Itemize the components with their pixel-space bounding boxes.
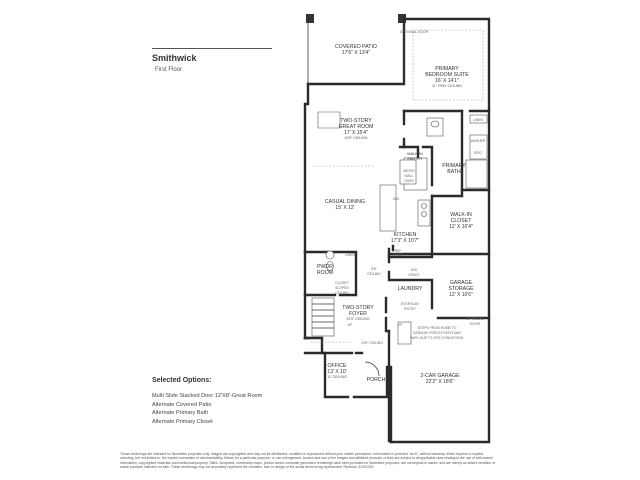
room-dims-primary-bedroom-suite: 16' X 14'1" (435, 78, 459, 84)
label-optional-door: OPTIONAL DOOR (399, 30, 429, 34)
label-steps-note-1: STEPS FROM HOME TO (417, 326, 457, 330)
label-ref-space: SPACE (392, 253, 404, 257)
label-ref: REF (394, 249, 402, 253)
room-ceiling-great-room: 19'5" CEILING (344, 136, 368, 140)
entry-door-swing (365, 362, 379, 376)
room-name-covered-patio: COVERED PATIO (335, 44, 377, 50)
fireplace (318, 112, 340, 128)
label-optional: OPTIONAL (466, 317, 484, 321)
label-up-garage: UP (397, 323, 403, 327)
kitchen-island (380, 185, 396, 231)
room-name-great-room-2: GREAT ROOM (338, 124, 374, 130)
room-dims-great-room: 17' X 15'4" (344, 130, 368, 136)
room-name-casual-dining: CASUAL DINING (324, 199, 366, 205)
room-name-porch: PORCH (366, 377, 386, 383)
patio-post (306, 14, 314, 23)
label-wd: W/D (410, 268, 418, 272)
room-name-great-room: TWO-STORY (340, 118, 372, 124)
label-steps-note-2: GARAGE/ PORCH/ PATIO MAY (412, 331, 462, 335)
room-name-walk-in-pantry-2: PANTRY (407, 157, 423, 161)
option-item: Alternate Primary Bath (152, 410, 209, 417)
room-name-primary-bedroom-suite-2: BEDROOM SUITE (425, 72, 469, 78)
label-ceiling-96-word: CEILING (367, 272, 381, 276)
label-seat: SEAT (473, 151, 483, 155)
selected-options-heading: Selected Options: (152, 377, 212, 384)
room-dims-garage-storage: 12' X 10'6" (449, 292, 473, 298)
room-name-primary-bath-2: BATH (447, 169, 461, 175)
label-sloped: SLOPED (335, 286, 349, 290)
room-name-pwdr-room: PWDR (317, 264, 333, 270)
room-dims-two-car-garage: 22'2" X 18'6" (425, 379, 455, 385)
room-dims-casual-dining: 15' X 12' (335, 205, 355, 211)
tub (466, 160, 487, 188)
room-name-pwdr-room-2: ROOM (316, 270, 334, 276)
burner (422, 204, 427, 209)
label-closet: CLOSET (335, 281, 349, 285)
room-ceiling-primary-bedroom-suite: 11' TRAY CEILING (432, 84, 462, 88)
room-name-primary-bath: PRIMARY (442, 163, 466, 169)
plan-subtitle: First Floor (155, 67, 182, 73)
tray-ceiling-outline (413, 30, 483, 100)
label-wall: WALL (404, 174, 414, 178)
room-name-laundry: LAUNDRY (397, 286, 423, 292)
room-name-kitchen: KITCHEN (393, 232, 417, 238)
room-name-walk-in-closet-2: CLOSET (450, 218, 472, 224)
pwdr-sink (326, 251, 334, 259)
label-up-foyer: UP (347, 323, 353, 327)
label-ceiling-195: 19'5" CEILING (360, 341, 384, 345)
label-sloped-ceiling: CEILING (335, 291, 349, 295)
room-ceiling-office: 11' CEILING (327, 375, 347, 379)
room-dims-office: 13' X 10' (327, 369, 347, 375)
room-ceiling-foyer: 20'5" CEILING (346, 317, 370, 321)
interior-walls (305, 111, 489, 441)
option-item: Alternate Covered Patio (152, 401, 212, 408)
label-washer: WASHER (470, 139, 486, 143)
label-dw: DW (393, 197, 399, 201)
room-dims-covered-patio: 17'6" X 13'4" (341, 50, 371, 56)
label-steps-note-3: VARY DUE TO SITE CONDITIONS. (409, 336, 465, 340)
room-dims-kitchen: 17'3" X 10'7" (390, 238, 420, 244)
room-name-walk-in-pantry: WALK-IN (407, 152, 423, 156)
label-oven: OVEN (404, 179, 414, 183)
label-linen: LINEN (473, 118, 483, 122)
room-name-walk-in-closet: WALK-IN (450, 212, 472, 218)
room-dims-walk-in-closet: 12' X 10'4" (449, 224, 473, 230)
room-name-primary-bedroom-suite: PRIMARY (435, 66, 459, 72)
room-name-garage-storage-2: STORAGE (448, 286, 474, 292)
disclaimer-text: These renderings are intended for illustrative purposes only. Images are copyrighted and may not be distributed, modified or reproduced without prior written permission. Information is provided "as is", without warranty, either express or implied, including, but not limited to, the implied warranties of merchantability, fitness for a particular purpose, or non-infringement. Access and use of the images and affiliated products or links are subject to all applicable laws relating to the use of web-based information, copyrighted materials and intellectual property. Stiles, floorplans, community maps, photos and/or computer generated renderings have been provided for illustrative purposes, are conceptual in nature, and are merely an artist's rendition of actual products intended for sale. These renderings may not accurately represent the condition, size or design of the actual items being represented. Revision: 3/15/2023 (120, 452, 496, 469)
plan-title: Smithwick (152, 53, 197, 63)
label-everyday: EVERYDAY (400, 302, 420, 306)
option-item: Alternate Primary Closet (152, 418, 213, 425)
option-item: Multi Slide Stacked Door 12'X8'-Great Room (152, 393, 263, 399)
room-name-foyer: TWO-STORY (342, 305, 374, 311)
room-name-two-car-garage: 2-CAR GARAGE (420, 373, 460, 379)
label-micro: MICRO (403, 169, 415, 173)
label-ceiling-96: 9'6" (371, 267, 377, 271)
room-name-garage-storage: GARAGE (449, 280, 473, 286)
room-name-office: OFFICE (327, 363, 347, 369)
label-entry: ENTRY (404, 307, 416, 311)
label-linen-pwdr: LINEN (345, 253, 355, 257)
room-name-foyer-2: FOYER (349, 311, 367, 317)
label-door: DOOR (469, 322, 481, 326)
label-wd-space: SPACE (408, 273, 420, 277)
burner (422, 212, 427, 217)
toilet-bowl (431, 121, 439, 127)
